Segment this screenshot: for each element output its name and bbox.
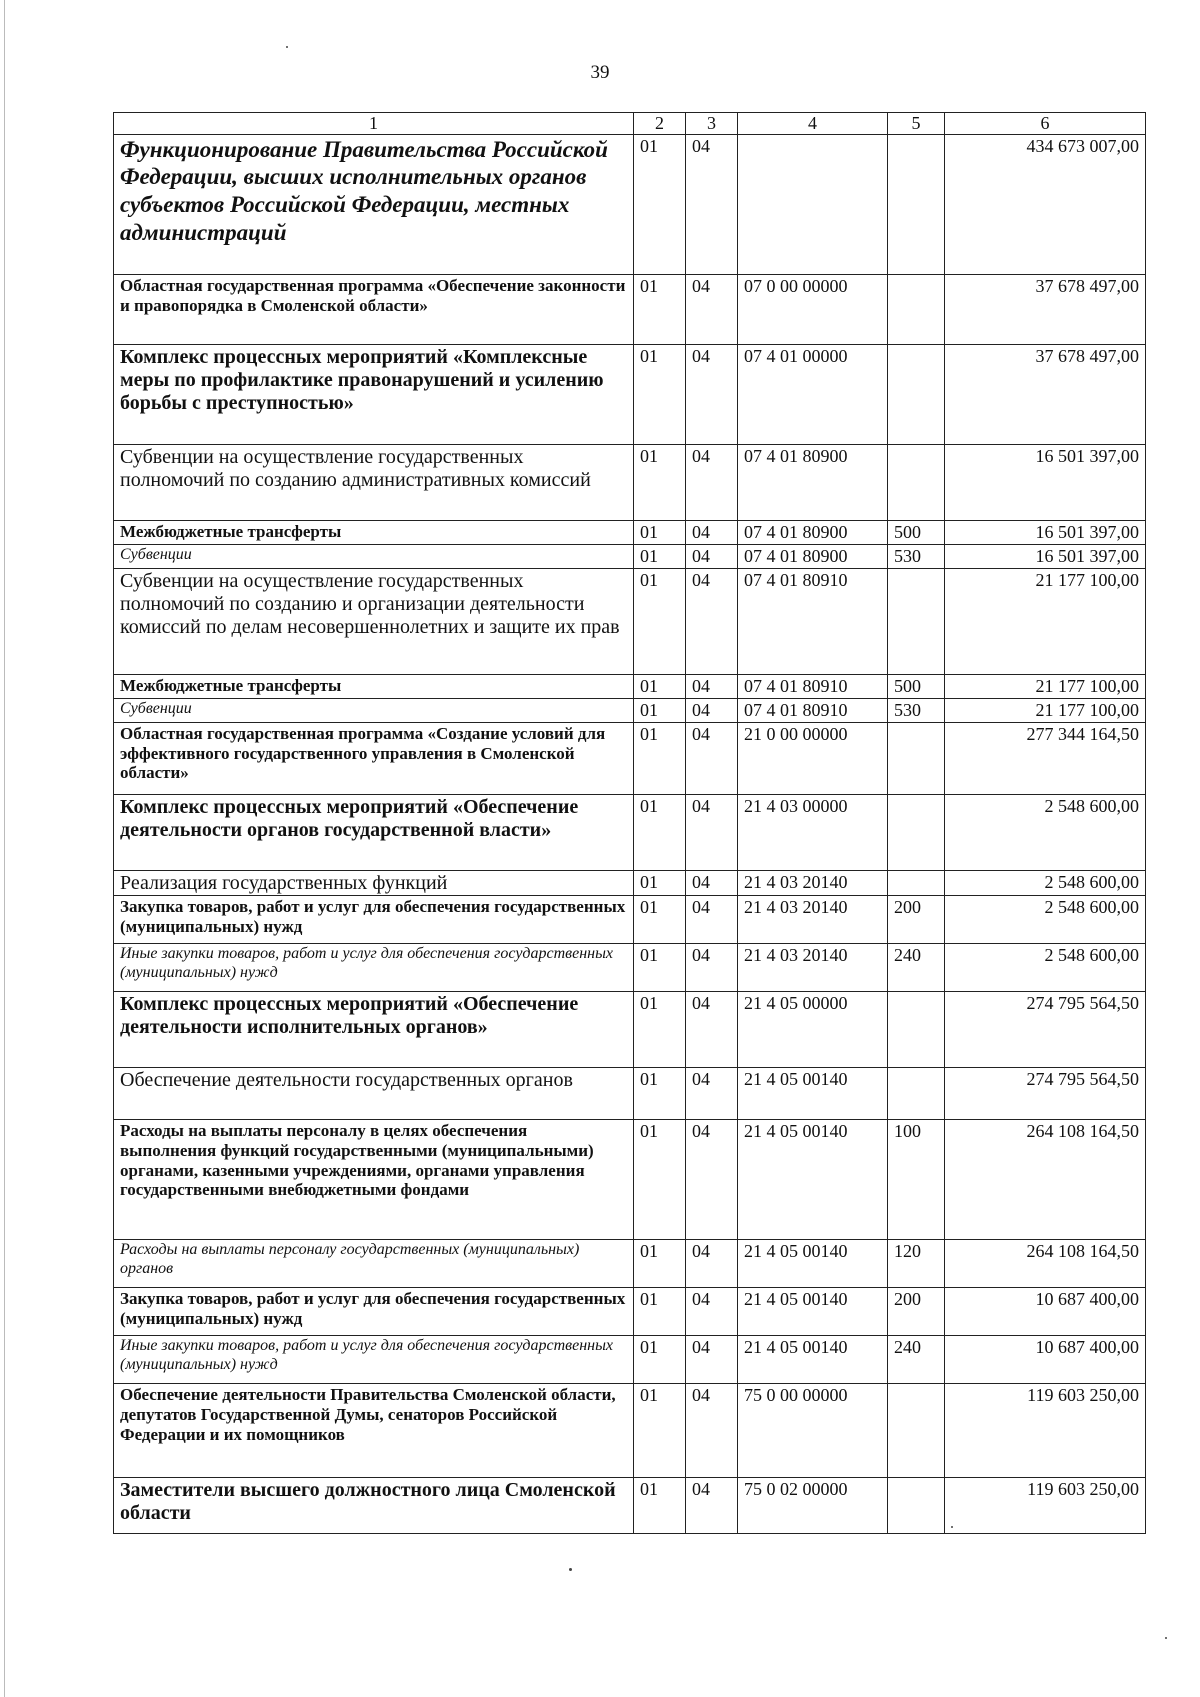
- row-expense-type-cell: [888, 870, 945, 895]
- row-expense-type-cell: [888, 344, 945, 444]
- row-target-article-cell: 07 4 01 80900: [738, 444, 888, 520]
- row-target-article-cell: 21 4 05 00140: [738, 1240, 888, 1288]
- header-col-3: 3: [686, 113, 738, 135]
- table-row: [114, 896, 1146, 944]
- row-name-cell: Закупка товаров, работ и услуг для обеспечения государственных (муниципальных) нужд: [114, 896, 634, 944]
- row-amount-cell: 16 501 397,00: [945, 520, 1146, 544]
- header-col-2: 2: [634, 113, 686, 135]
- row-expense-type-cell: 500: [888, 674, 945, 698]
- page-number: 39: [590, 62, 610, 83]
- row-section-cell: 01: [634, 1336, 686, 1384]
- row-amount-cell: 16 501 397,00: [945, 544, 1146, 568]
- row-amount-cell: 10 687 400,00: [945, 1288, 1146, 1336]
- row-expense-type-cell: [888, 794, 945, 870]
- row-section-cell: 01: [634, 1240, 686, 1288]
- row-section-cell: 01: [634, 444, 686, 520]
- row-subsection-cell: 04: [686, 1120, 738, 1240]
- row-expense-type-cell: [888, 568, 945, 674]
- table-row: [114, 568, 1146, 674]
- table-row: [114, 674, 1146, 698]
- row-amount-cell: 21 177 100,00: [945, 568, 1146, 674]
- row-expense-type-cell: [888, 1384, 945, 1478]
- row-section-cell: 01: [634, 1384, 686, 1478]
- row-target-article-cell: 21 4 03 20140: [738, 870, 888, 895]
- row-subsection-cell: 04: [686, 568, 738, 674]
- row-name-cell: Областная государственная программа «Создание условий для эффективного государственного управления в Смоленской области»: [114, 722, 634, 794]
- row-amount-cell: 2 548 600,00: [945, 896, 1146, 944]
- row-target-article-cell: 21 0 00 00000: [738, 722, 888, 794]
- row-name-cell: Субвенции на осуществление государственных полномочий по созданию и организации деятельности комиссий по делам несовершеннолетних и защите их прав: [114, 568, 634, 674]
- row-expense-type-cell: 100: [888, 1120, 945, 1240]
- table-body: [114, 134, 1146, 1533]
- row-expense-type-cell: [888, 722, 945, 794]
- row-expense-type-cell: 530: [888, 544, 945, 568]
- row-target-article-cell: 07 0 00 00000: [738, 274, 888, 344]
- scan-speck: [286, 46, 288, 48]
- row-name-cell: Областная государственная программа «Обеспечение законности и правопорядка в Смоленской области»: [114, 274, 634, 344]
- row-section-cell: 01: [634, 1120, 686, 1240]
- row-subsection-cell: 04: [686, 794, 738, 870]
- header-col-6: 6: [945, 113, 1146, 135]
- row-section-cell: 01: [634, 992, 686, 1068]
- row-amount-cell: 274 795 564,50: [945, 1068, 1146, 1120]
- row-subsection-cell: 04: [686, 1478, 738, 1534]
- table-row: [114, 1384, 1146, 1478]
- row-subsection-cell: 04: [686, 1384, 738, 1478]
- row-target-article-cell: 07 4 01 80910: [738, 698, 888, 722]
- table-row: [114, 1240, 1146, 1288]
- row-name-cell: Иные закупки товаров, работ и услуг для обеспечения государственных (муниципальных) нужд: [114, 944, 634, 992]
- table-row: [114, 698, 1146, 722]
- row-section-cell: 01: [634, 896, 686, 944]
- row-target-article-cell: 21 4 05 00140: [738, 1068, 888, 1120]
- row-subsection-cell: 04: [686, 870, 738, 895]
- row-subsection-cell: 04: [686, 1068, 738, 1120]
- row-amount-cell: 10 687 400,00: [945, 1336, 1146, 1384]
- row-name-cell: Межбюджетные трансферты: [114, 520, 634, 544]
- row-subsection-cell: 04: [686, 134, 738, 274]
- row-subsection-cell: 04: [686, 992, 738, 1068]
- table-row: [114, 520, 1146, 544]
- row-name-cell: Комплекс процессных мероприятий «Комплексные меры по профилактике правонарушений и усилению борьбы с преступностью»: [114, 344, 634, 444]
- row-section-cell: 01: [634, 722, 686, 794]
- header-col-1: 1: [114, 113, 634, 135]
- row-amount-cell: 119 603 250,00: [945, 1384, 1146, 1478]
- table-row: [114, 544, 1146, 568]
- row-name-cell: Комплекс процессных мероприятий «Обеспечение деятельности исполнительных органов»: [114, 992, 634, 1068]
- table-row: [114, 1068, 1146, 1120]
- row-name-cell: Субвенции: [114, 544, 634, 568]
- row-expense-type-cell: [888, 134, 945, 274]
- row-subsection-cell: 04: [686, 344, 738, 444]
- row-amount-cell: 264 108 164,50: [945, 1120, 1146, 1240]
- row-amount-cell: 37 678 497,00: [945, 274, 1146, 344]
- row-name-cell: Расходы на выплаты персоналу в целях обеспечения выполнения функций государственными (муниципальными) органами, казенными учреждениями, органами управления государственными внебюджетными фондами: [114, 1120, 634, 1240]
- row-name-cell: Реализация государственных функций: [114, 870, 634, 895]
- row-name-cell: Обеспечение деятельности государственных органов: [114, 1068, 634, 1120]
- row-expense-type-cell: [888, 1068, 945, 1120]
- row-target-article-cell: 21 4 03 20140: [738, 944, 888, 992]
- row-amount-cell: 21 177 100,00: [945, 674, 1146, 698]
- budget-table: [113, 112, 1146, 1534]
- row-target-article-cell: 21 4 03 20140: [738, 896, 888, 944]
- row-amount-cell: 119 603 250,00: [945, 1478, 1146, 1534]
- row-amount-cell: 434 673 007,00: [945, 134, 1146, 274]
- row-amount-cell: 2 548 600,00: [945, 944, 1146, 992]
- table-row: [114, 992, 1146, 1068]
- scan-speck: [569, 1568, 572, 1571]
- row-amount-cell: 21 177 100,00: [945, 698, 1146, 722]
- header-col-5: 5: [888, 113, 945, 135]
- row-target-article-cell: 21 4 05 00140: [738, 1288, 888, 1336]
- row-name-cell: Иные закупки товаров, работ и услуг для обеспечения государственных (муниципальных) нужд: [114, 1336, 634, 1384]
- row-subsection-cell: 04: [686, 1336, 738, 1384]
- table-row: [114, 944, 1146, 992]
- row-section-cell: 01: [634, 698, 686, 722]
- table-row: [114, 1336, 1146, 1384]
- row-target-article-cell: 21 4 05 00140: [738, 1120, 888, 1240]
- row-name-cell: Функционирование Правительства Российской Федерации, высших исполнительных органов субъектов Российской Федерации, местных администраций: [114, 134, 634, 274]
- table-row: [114, 134, 1146, 274]
- row-target-article-cell: 07 4 01 00000: [738, 344, 888, 444]
- row-expense-type-cell: [888, 444, 945, 520]
- table-row: [114, 794, 1146, 870]
- row-subsection-cell: 04: [686, 544, 738, 568]
- row-name-cell: Субвенции: [114, 698, 634, 722]
- row-section-cell: 01: [634, 568, 686, 674]
- row-amount-cell: 277 344 164,50: [945, 722, 1146, 794]
- row-section-cell: 01: [634, 344, 686, 444]
- row-expense-type-cell: [888, 1478, 945, 1534]
- row-amount-cell: 264 108 164,50: [945, 1240, 1146, 1288]
- row-name-cell: Закупка товаров, работ и услуг для обеспечения государственных (муниципальных) нужд: [114, 1288, 634, 1336]
- row-subsection-cell: 04: [686, 944, 738, 992]
- row-section-cell: 01: [634, 944, 686, 992]
- row-subsection-cell: 04: [686, 674, 738, 698]
- header-row: [114, 113, 1146, 135]
- row-target-article-cell: 21 4 05 00140: [738, 1336, 888, 1384]
- row-subsection-cell: 04: [686, 274, 738, 344]
- row-expense-type-cell: 120: [888, 1240, 945, 1288]
- row-expense-type-cell: 240: [888, 1336, 945, 1384]
- scan-margin-line: [4, 0, 5, 1697]
- table-row: [114, 1120, 1146, 1240]
- row-section-cell: 01: [634, 870, 686, 895]
- row-target-article-cell: 07 4 01 80900: [738, 544, 888, 568]
- row-subsection-cell: 04: [686, 1288, 738, 1336]
- table-row: [114, 444, 1146, 520]
- table-row: [114, 1478, 1146, 1534]
- row-target-article-cell: 21 4 05 00000: [738, 992, 888, 1068]
- row-target-article-cell: 07 4 01 80900: [738, 520, 888, 544]
- row-subsection-cell: 04: [686, 698, 738, 722]
- row-subsection-cell: 04: [686, 444, 738, 520]
- scan-speck: [951, 1526, 953, 1528]
- row-expense-type-cell: 200: [888, 1288, 945, 1336]
- table-row: [114, 274, 1146, 344]
- row-name-cell: Комплекс процессных мероприятий «Обеспечение деятельности органов государственной власти»: [114, 794, 634, 870]
- row-amount-cell: 37 678 497,00: [945, 344, 1146, 444]
- table-row: [114, 1288, 1146, 1336]
- row-expense-type-cell: [888, 992, 945, 1068]
- row-expense-type-cell: [888, 274, 945, 344]
- row-section-cell: 01: [634, 1288, 686, 1336]
- row-target-article-cell: 75 0 00 00000: [738, 1384, 888, 1478]
- scan-speck: [1165, 1637, 1167, 1639]
- row-amount-cell: 2 548 600,00: [945, 870, 1146, 895]
- row-section-cell: 01: [634, 520, 686, 544]
- header-col-4: 4: [738, 113, 888, 135]
- row-amount-cell: 2 548 600,00: [945, 794, 1146, 870]
- row-target-article-cell: [738, 134, 888, 274]
- row-name-cell: Субвенции на осуществление государственных полномочий по созданию административных комиссий: [114, 444, 634, 520]
- row-section-cell: 01: [634, 134, 686, 274]
- row-target-article-cell: 07 4 01 80910: [738, 568, 888, 674]
- row-target-article-cell: 21 4 03 00000: [738, 794, 888, 870]
- row-section-cell: 01: [634, 794, 686, 870]
- row-section-cell: 01: [634, 274, 686, 344]
- table-row: [114, 722, 1146, 794]
- table-row: [114, 870, 1146, 895]
- row-expense-type-cell: 240: [888, 944, 945, 992]
- row-section-cell: 01: [634, 544, 686, 568]
- row-target-article-cell: 75 0 02 00000: [738, 1478, 888, 1534]
- row-name-cell: Обеспечение деятельности Правительства Смоленской области, депутатов Государственной Думы, сенаторов Российской Федерации и их помощников: [114, 1384, 634, 1478]
- row-subsection-cell: 04: [686, 722, 738, 794]
- row-section-cell: 01: [634, 1478, 686, 1534]
- table-row: [114, 344, 1146, 444]
- row-section-cell: 01: [634, 674, 686, 698]
- row-expense-type-cell: 200: [888, 896, 945, 944]
- row-amount-cell: 16 501 397,00: [945, 444, 1146, 520]
- row-expense-type-cell: 530: [888, 698, 945, 722]
- row-subsection-cell: 04: [686, 896, 738, 944]
- row-name-cell: Расходы на выплаты персоналу государственных (муниципальных) органов: [114, 1240, 634, 1288]
- row-expense-type-cell: 500: [888, 520, 945, 544]
- row-section-cell: 01: [634, 1068, 686, 1120]
- row-target-article-cell: 07 4 01 80910: [738, 674, 888, 698]
- row-amount-cell: 274 795 564,50: [945, 992, 1146, 1068]
- row-subsection-cell: 04: [686, 1240, 738, 1288]
- row-name-cell: Заместители высшего должностного лица Смоленской области: [114, 1478, 634, 1534]
- row-subsection-cell: 04: [686, 520, 738, 544]
- row-name-cell: Межбюджетные трансферты: [114, 674, 634, 698]
